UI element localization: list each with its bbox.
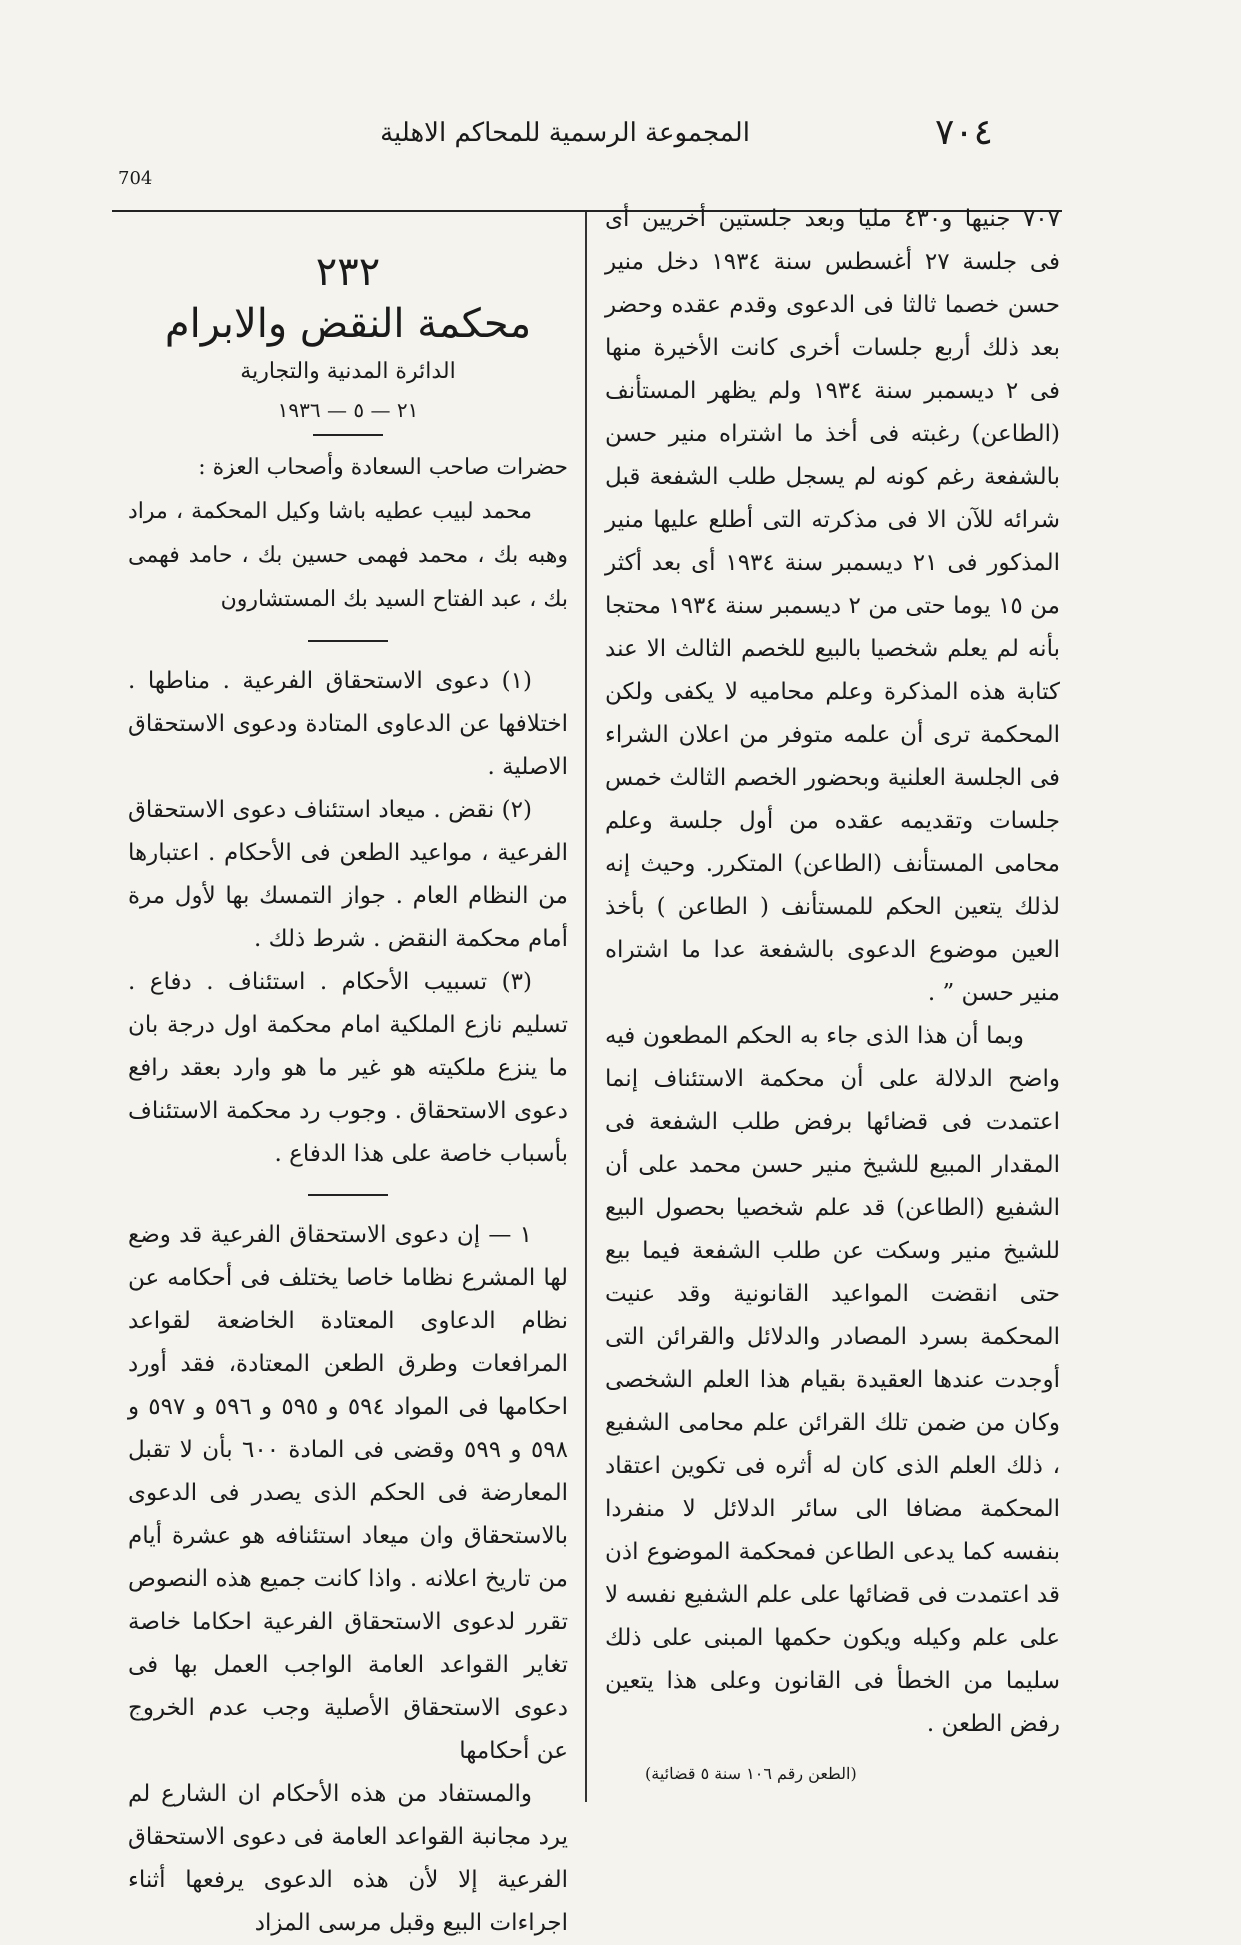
judges-list: محمد لبيب عطيه باشا وكيل المحكمة ، مراد وهبه بك ، محمد فهمى حسين بك ، حامد فهمى بك ، عبد الفتاح السيد بك المستشارون: [128, 499, 568, 612]
page-number: 704: [118, 168, 153, 189]
session-date: ٢١ — ٥ — ١٩٣٦: [277, 398, 419, 422]
divider: [308, 640, 388, 642]
paragraph: وبما أن هذا الذى جاء به الحكم المطعون فيه واضح الدلالة على أن محكمة الاستئناف إنما اعتمدت فى قضائها برفض طلب الشفعة فى المقدار المبيع للشيخ منير حسن محمد على أن الشفيع (الطاعن) قد علم شخصيا بحصول البيع للشيخ منير وسكت عن طلب الشفعة فيما بيع حتى انقضت المواعيد القانونية وقد عنيت المحكمة بسرد المصادر والدلائل والقرائن التى أوجدت عندها العقيدة بقيام هذا العلم الشخصى وكان من ضمن تلك القرائن علم محامى الشفيع ، ذلك العلم الذى كان له أثره فى تكوين اعتقاد المحكمة مضافا الى سائر الدلائل لا منفردا بنفسه كما يدعى الطاعن فمحكمة الموضوع اذن قد اعتمدت فى قضائها على علم الشفيع نفسه لا على علم وكيله ويكون حكمها المبنى على ذلك سليما من الخطأ فى القانون وعلى هذا يتعين رفض الطعن .: [605, 1023, 1060, 1737]
headnote: (٣) تسبيب الأحكام . استئناف . دفاع . تسليم نازع الملكية امام محكمة اول درجة بان ما ينزع ملكيته هو غير ما هو وارد بعقد رافع دعوى الاستحقاق . وجوب رد محكمة الاستئناف بأسباب خاصة على هذا الدفاع .: [128, 969, 568, 1167]
left-column: [128, 230, 568, 1945]
court-name: محكمة النقض والابرام: [164, 301, 532, 347]
right-column: [605, 198, 1060, 1783]
divider: [308, 1194, 388, 1196]
division-name: الدائرة المدنية والتجارية: [240, 359, 456, 384]
column-divider: [585, 212, 587, 1802]
paragraph: والمستفاد من هذه الأحكام ان الشارع لم يرد مجانبة القواعد العامة فى دعوى الاستحقاق الفرعية إلا لأن هذه الدعوى يرفعها أثناء اجراءات البيع وقبل مرسى المزاد: [128, 1781, 568, 1936]
judges-intro: حضرات صاحب السعادة وأصحاب العزة :: [198, 455, 568, 480]
paragraph: ٧٠٧ جنيها و٤٣٠ مليا وبعد جلستين أخريين أى فى جلسة ٢٧ أغسطس سنة ١٩٣٤ دخل منير حسن خصما ثالثا فى الدعوى وقدم عقده وحضر بعد ذلك أربع جلسات أخرى كانت الأخيرة منها فى ٢ ديسمبر سنة ١٩٣٤ ولم يظهر المستأنف (الطاعن) رغبته فى أخذ ما اشتراه منير حسن بالشفعة رغم كونه لم يسجل طلب الشفعة قبل شرائه للآن الا فى مذكرته التى أطلع عليها منير المذكور فى ٢١ ديسمبر سنة ١٩٣٤ أى بعد أكثر من ١٥ يوما حتى من ٢ ديسمبر سنة ١٩٣٤ محتجا بأنه لم يعلم شخصيا بالبيع للخصم الثالث الا عند كتابة هذه المذكرة وعلم محاميه لا يكفى ولكن المحكمة ترى أن علمه متوفر من اعلان الشراء فى الجلسة العلنية وبحضور الخصم الثالث خمس جلسات وتقديمه عقده من أول جلسة وعلم محامى المستأنف (الطاعن) المتكرر. وحيث إنه لذلك يتعين الحكم للمستأنف ( الطاعن ) بأخذ العين موضوع الدعوى بالشفعة عدا ما اشتراه منير حسن ” .: [605, 206, 1060, 1006]
headnote: (٢) نقض . ميعاد استئناف دعوى الاستحقاق الفرعية ، مواعيد الطعن فى الأحكام . اعتبارها من النظام العام . جواز التمسك بها لأول مرة أمام محكمة النقض . شرط ذلك .: [128, 797, 568, 952]
journal-title: المجموعة الرسمية للمحاكم الاهلية: [380, 118, 750, 148]
case-reference: (الطعن رقم ١٠٦ سنة ٥ قضائية): [645, 1764, 857, 1783]
divider: [313, 434, 383, 436]
paragraph: ١ — إن دعوى الاستحقاق الفرعية قد وضع لها المشرع نظاما خاصا يختلف فى أحكامه عن نظام الدعاوى المعتادة الخاضعة لقواعد المرافعات وطرق الطعن المعتادة، فقد أورد احكامها فى المواد ٥٩٤ و ٥٩٥ و ٥٩٦ و ٥٩٧ و ٥٩٨ و ٥٩٩ وقضى فى المادة ٦٠٠ بأن لا تقبل المعارضة فى الحكم الذى يصدر فى الدعوى بالاستحقاق وان ميعاد استئنافه هو عشرة أيام من تاريخ اعلانه . واذا كانت جميع هذه النصوص تقرر لدعوى الاستحقاق الفرعية احكاما خاصة تغاير القواعد العامة الواجب العمل بها فى دعوى الاستحقاق الأصلية وجب عدم الخروج عن أحكامها: [128, 1222, 569, 1764]
case-number: ٢٣٢: [315, 249, 381, 295]
headnote: (١) دعوى الاستحقاق الفرعية . مناطها . اختلافها عن الدعاوى المتادة ودعوى الاستحقاق الاصلية .: [128, 668, 568, 780]
page-number-arabic: ٧٠٤: [935, 112, 994, 153]
